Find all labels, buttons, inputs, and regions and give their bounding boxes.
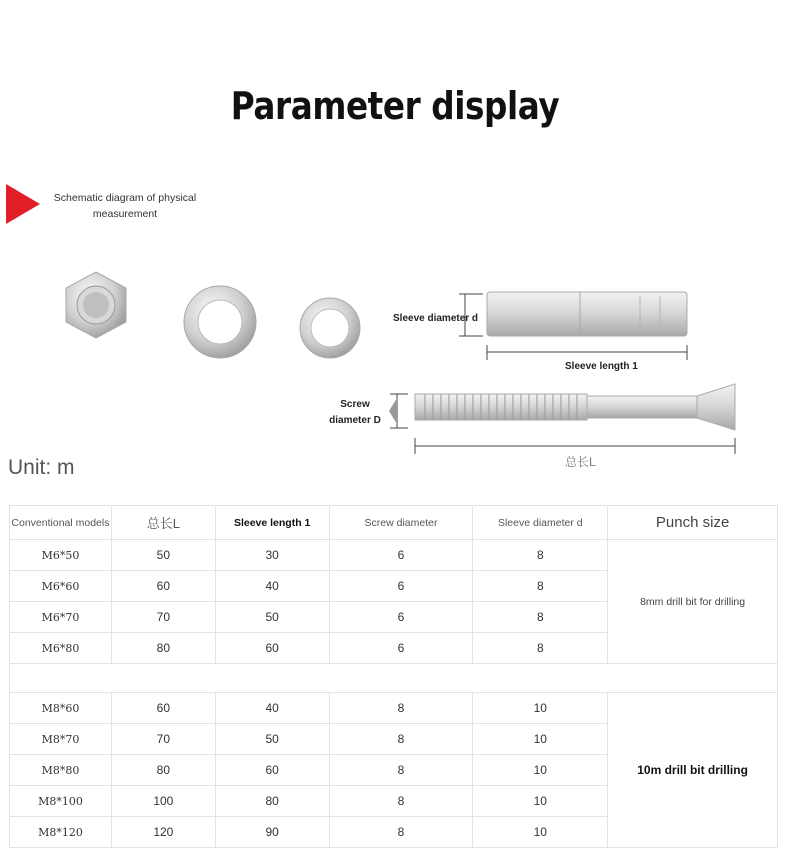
cell-sleeve-d: 8: [473, 633, 608, 664]
table-row: [10, 693, 778, 724]
cell-total: 80: [111, 633, 215, 664]
cell-model: M6*70: [10, 602, 112, 633]
section-tag-text: Schematic diagram of physical measurement: [53, 192, 197, 220]
cell-model: M6*80: [10, 633, 112, 664]
cell-total: 70: [111, 724, 215, 755]
cell-sleeve: 80: [215, 786, 329, 817]
cell-screw: 6: [329, 571, 473, 602]
sleeve-length-label: Sleeve length 1: [565, 361, 638, 372]
cell-sleeve-d: 10: [473, 817, 608, 848]
screw-diameter-label: Screw diameter D: [329, 399, 381, 426]
cell-sleeve-d: 8: [473, 540, 608, 571]
spec-table: [9, 505, 778, 848]
cell-sleeve-d: 10: [473, 724, 608, 755]
cell-total: 60: [111, 571, 215, 602]
section-tag: [6, 184, 206, 224]
punch-note-10mm: 10m drill bit drilling: [608, 693, 778, 848]
cell-sleeve: 50: [215, 724, 329, 755]
cell-sleeve-d: 10: [473, 755, 608, 786]
cell-sleeve: 40: [215, 693, 329, 724]
cell-screw: 6: [329, 633, 473, 664]
cell-screw: 8: [329, 724, 473, 755]
cell-sleeve: 40: [215, 571, 329, 602]
product-photo-illustration: [0, 250, 790, 470]
screw-bolt-icon: [415, 384, 735, 430]
cell-total: 120: [111, 817, 215, 848]
cell-model: M8*60: [10, 693, 112, 724]
cell-sleeve: 60: [215, 755, 329, 786]
cell-total: 70: [111, 602, 215, 633]
cell-sleeve: 50: [215, 602, 329, 633]
cell-sleeve: 30: [215, 540, 329, 571]
spacer-cell: [10, 664, 778, 693]
cell-screw: 8: [329, 786, 473, 817]
header-total-length: 总长L: [111, 506, 215, 540]
table-header-row: [10, 506, 778, 540]
cell-screw: 6: [329, 602, 473, 633]
total-length-label: 总长L: [565, 455, 596, 469]
punch-note-8mm: 8mm drill bit for drilling: [608, 540, 778, 664]
header-sleeve-diameter: Sleeve diameter d: [473, 506, 608, 540]
cell-total: 50: [111, 540, 215, 571]
cell-sleeve-d: 8: [473, 571, 608, 602]
header-screw-diameter: Screw diameter: [329, 506, 473, 540]
cell-sleeve: 90: [215, 817, 329, 848]
cell-sleeve: 60: [215, 633, 329, 664]
header-sleeve-length: Sleeve length 1: [215, 506, 329, 540]
page-title: Parameter display: [230, 84, 560, 128]
cell-screw: 8: [329, 755, 473, 786]
cell-total: 80: [111, 755, 215, 786]
product-diagram: [0, 250, 790, 470]
hex-nut-icon: [66, 272, 126, 338]
table-row: [10, 540, 778, 571]
cell-total: 100: [111, 786, 215, 817]
header-punch-size: Punch size: [608, 506, 778, 540]
cell-screw: 6: [329, 540, 473, 571]
cell-screw: 8: [329, 693, 473, 724]
cell-sleeve-d: 10: [473, 786, 608, 817]
cell-screw: 8: [329, 817, 473, 848]
red-arrow-icon: [6, 184, 40, 224]
cell-model: M8*70: [10, 724, 112, 755]
sleeve-icon: [487, 292, 687, 336]
cell-sleeve-d: 10: [473, 693, 608, 724]
flat-washer-icon: [184, 286, 256, 358]
cell-model: M8*100: [10, 786, 112, 817]
header-model: Conventional models: [10, 506, 112, 540]
table-spacer-row: [10, 664, 778, 693]
cell-total: 60: [111, 693, 215, 724]
cell-model: M6*50: [10, 540, 112, 571]
cell-model: M6*60: [10, 571, 112, 602]
cell-model: M8*120: [10, 817, 112, 848]
cell-sleeve-d: 8: [473, 602, 608, 633]
cell-model: M8*80: [10, 755, 112, 786]
spring-washer-icon: [300, 298, 360, 358]
sleeve-diameter-label: Sleeve diameter d: [393, 313, 479, 324]
unit-label: Unit: m: [8, 456, 75, 479]
